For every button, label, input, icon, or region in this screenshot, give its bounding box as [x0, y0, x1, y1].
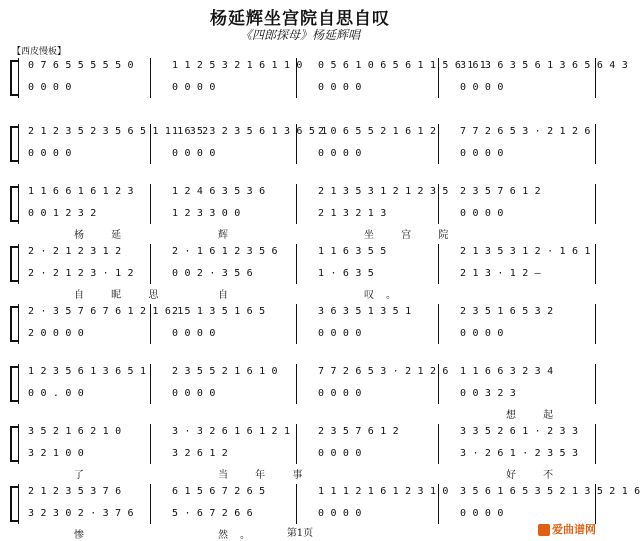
lyric: 惨 — [74, 530, 96, 541]
page-number: 第1页 — [286, 528, 314, 539]
score-system — [10, 304, 596, 344]
system-brace — [10, 60, 18, 96]
measure-notes: 0 0 0 0 — [172, 388, 216, 399]
lyric: 然。 — [218, 530, 262, 541]
measure-notes: 1 2 3 3 0 0 — [172, 208, 241, 219]
lyrics-line — [24, 466, 596, 480]
measure-notes: 0 0 0 0 — [318, 448, 362, 459]
system-brace — [10, 246, 18, 282]
measure-notes: 3 2 1 0 0 — [28, 448, 84, 459]
measure-notes: 5 · 6 7 2 6 6 — [172, 508, 253, 519]
measure-notes: 7 7 2 6 5 3 · 2 1 2 6 — [460, 126, 591, 137]
system-line — [18, 58, 19, 98]
lyric: 好 不 — [506, 470, 566, 481]
system-brace — [10, 426, 18, 462]
lower-staff — [24, 148, 596, 162]
measure-notes: 2 5 1 3 5 1 6 5 — [172, 306, 266, 317]
upper-staff — [24, 426, 596, 440]
measure-notes: 1 1 6 3 5 5 — [318, 246, 387, 257]
measure-notes: 2 3 5 7 6 1 2 — [460, 186, 541, 197]
measure-notes: 2 1 3 2 1 3 — [318, 208, 387, 219]
measure-notes: 3 5 2 1 6 2 1 0 — [28, 426, 122, 437]
lyrics-line — [24, 226, 596, 240]
measure-notes: 2 · 2 1 2 3 · 1 2 — [28, 268, 134, 279]
lyrics-line — [24, 100, 596, 114]
measure-notes: 2 1 3 · 1 2 — — [460, 268, 541, 279]
lower-staff — [24, 508, 596, 522]
lyric: 杨 延 — [74, 230, 134, 241]
upper-staff — [24, 486, 640, 500]
measure-notes: 1 1 6 6 3 2 3 4 — [460, 366, 554, 377]
section-label: 【西皮慢板】 — [12, 47, 67, 57]
lower-staff — [24, 268, 596, 282]
measure-notes: 0 0 . 0 0 — [28, 388, 84, 399]
system-line — [18, 124, 19, 164]
system-line — [18, 304, 19, 344]
upper-staff — [24, 186, 596, 200]
measure-notes: 2 · 2 1 2 3 1 2 — [28, 246, 122, 257]
measure-notes: 1 1 2 5 3 2 1 6 1 1 0 — [172, 60, 303, 71]
system-brace — [10, 366, 18, 402]
lyric: 坐 宫 院 — [364, 230, 461, 241]
measure-notes: 3 3 5 2 6 1 · 2 3 3 — [460, 426, 579, 437]
measure-notes: 0 0 0 0 — [318, 388, 362, 399]
measure-notes: 0 0 0 0 — [318, 508, 362, 519]
measure-notes: 1 2 3 5 6 1 3 6 5 1 — [28, 366, 147, 377]
measure-notes: 3 2 6 1 2 — [172, 448, 228, 459]
measure-notes: 3 2 3 0 2 · 3 7 6 — [28, 508, 134, 519]
lower-staff — [24, 388, 596, 402]
measure-notes: 2 3 5 1 6 5 3 2 — [460, 306, 554, 317]
lyric: 了 — [74, 470, 96, 481]
system-line — [18, 184, 19, 224]
upper-staff — [24, 306, 596, 320]
measure-notes: 0 0 0 0 — [460, 148, 504, 159]
measure-notes: 3 5 6 1 6 5 3 5 2 1 3 5 2 1 6 — [460, 486, 640, 497]
lower-staff — [24, 208, 596, 222]
lower-staff — [24, 448, 596, 462]
measure-notes: 2 1 3 5 3 1 2 · 1 6 1 — [460, 246, 591, 257]
measure-notes: 2 1 2 3 5 2 3 5 6 5 1 1 1 3 2 — [28, 126, 209, 137]
measure-notes: 1 1 6 6 1 6 1 2 3 — [28, 186, 134, 197]
system-brace — [10, 126, 18, 162]
measure-notes: 3 · 2 6 1 · 2 3 5 3 — [460, 448, 579, 459]
score-system — [10, 424, 596, 481]
lyric: 自 — [218, 290, 240, 301]
lyrics-line — [24, 406, 596, 420]
page-title: 杨延辉坐宫院自思自叹 — [210, 9, 390, 29]
system-line — [18, 244, 19, 284]
lyrics-line — [24, 346, 596, 360]
lyrics-line — [24, 286, 596, 300]
lyric: 辉 — [218, 230, 240, 241]
system-line — [18, 364, 19, 404]
measure-notes: 0 0 0 0 — [460, 328, 504, 339]
measure-notes: 0 0 3 2 3 — [460, 388, 516, 399]
measure-notes: 0 0 0 0 — [318, 82, 362, 93]
measure-notes: 6 1 5 6 7 2 6 5 — [172, 486, 266, 497]
measure-notes: 0 0 0 0 — [318, 148, 362, 159]
measure-notes: 0 0 0 0 — [460, 82, 504, 93]
lyrics-line — [24, 166, 596, 180]
measure-notes: 2 0 6 5 5 2 1 6 1 2 — [318, 126, 437, 137]
lower-staff — [24, 328, 596, 342]
measure-notes: 3 · 3 2 6 1 6 1 2 1 — [172, 426, 291, 437]
measure-notes: 0 0 0 0 — [460, 508, 504, 519]
measure-notes: 0 0 0 0 — [28, 148, 72, 159]
measure-notes: 1 1 1 2 1 6 1 2 3 1 0 — [318, 486, 449, 497]
measure-notes: 0 0 1 2 3 2 — [28, 208, 97, 219]
measure-notes: 1 · 6 3 5 — [318, 268, 374, 279]
measure-notes: 7 7 2 6 5 3 · 2 1 2 6 — [318, 366, 449, 377]
upper-staff — [24, 126, 596, 140]
score-system — [10, 124, 596, 164]
measure-notes: 0 0 0 0 — [460, 208, 504, 219]
watermark-text: 爱曲谱网 — [552, 523, 596, 536]
measure-notes: 0 7 6 5 5 5 5 5 0 — [28, 60, 134, 71]
measure-notes: 2 · 1 6 1 2 3 5 6 — [172, 246, 278, 257]
score-system — [10, 58, 628, 98]
upper-staff — [24, 366, 596, 380]
measure-notes: 2 · 3 5 7 6 7 6 1 2 1 6 1 — [28, 306, 184, 317]
watermark — [538, 521, 596, 537]
lyric: 想 起 — [506, 410, 566, 421]
score-system — [10, 184, 596, 241]
measure-notes: 1 2 4 6 3 5 3 6 — [172, 186, 266, 197]
lyric: 当 年 事 — [218, 470, 315, 481]
system-brace — [10, 486, 18, 522]
measure-notes: 3 6 3 6 3 5 6 1 3 6 5 6 4 3 — [460, 60, 628, 71]
system-brace — [10, 186, 18, 222]
lyric: 叹。 — [364, 290, 408, 301]
page-subtitle: 《四郎探母》杨延辉唱 — [239, 28, 360, 42]
lyric: 自 昵 思 — [74, 290, 171, 301]
measure-notes: 2 1 3 5 3 1 2 1 2 3 5 — [318, 186, 449, 197]
measure-notes: 0 5 6 1 0 6 5 6 1 1 5 6 1 1 — [318, 60, 486, 71]
system-brace — [10, 306, 18, 342]
measure-notes: 0 0 0 0 — [172, 328, 216, 339]
measure-notes: 2 0 0 0 0 — [28, 328, 84, 339]
measure-notes: 0 0 0 0 — [318, 328, 362, 339]
measure-notes: 2 3 5 5 2 1 6 1 0 — [172, 366, 278, 377]
measure-notes: 2 1 2 3 5 3 7 6 — [28, 486, 122, 497]
measure-notes: 0 0 0 0 — [28, 82, 72, 93]
measure-notes: 0 0 2 · 3 5 6 — [172, 268, 253, 279]
measure-notes: 0 0 0 0 — [172, 148, 216, 159]
score-system — [10, 244, 596, 301]
measure-notes: 2 3 5 7 6 1 2 — [318, 426, 399, 437]
lower-staff — [24, 82, 596, 96]
upper-staff — [24, 60, 628, 74]
system-line — [18, 484, 19, 524]
measure-notes: 0 0 0 0 — [172, 82, 216, 93]
measure-notes: 1 6 5 3 2 3 5 6 1 3 6 5 1 — [172, 126, 328, 137]
upper-staff — [24, 246, 596, 260]
score-system — [10, 364, 596, 421]
system-line — [18, 424, 19, 464]
measure-notes: 3 6 3 5 1 3 5 1 — [318, 306, 412, 317]
watermark-icon — [538, 524, 550, 536]
